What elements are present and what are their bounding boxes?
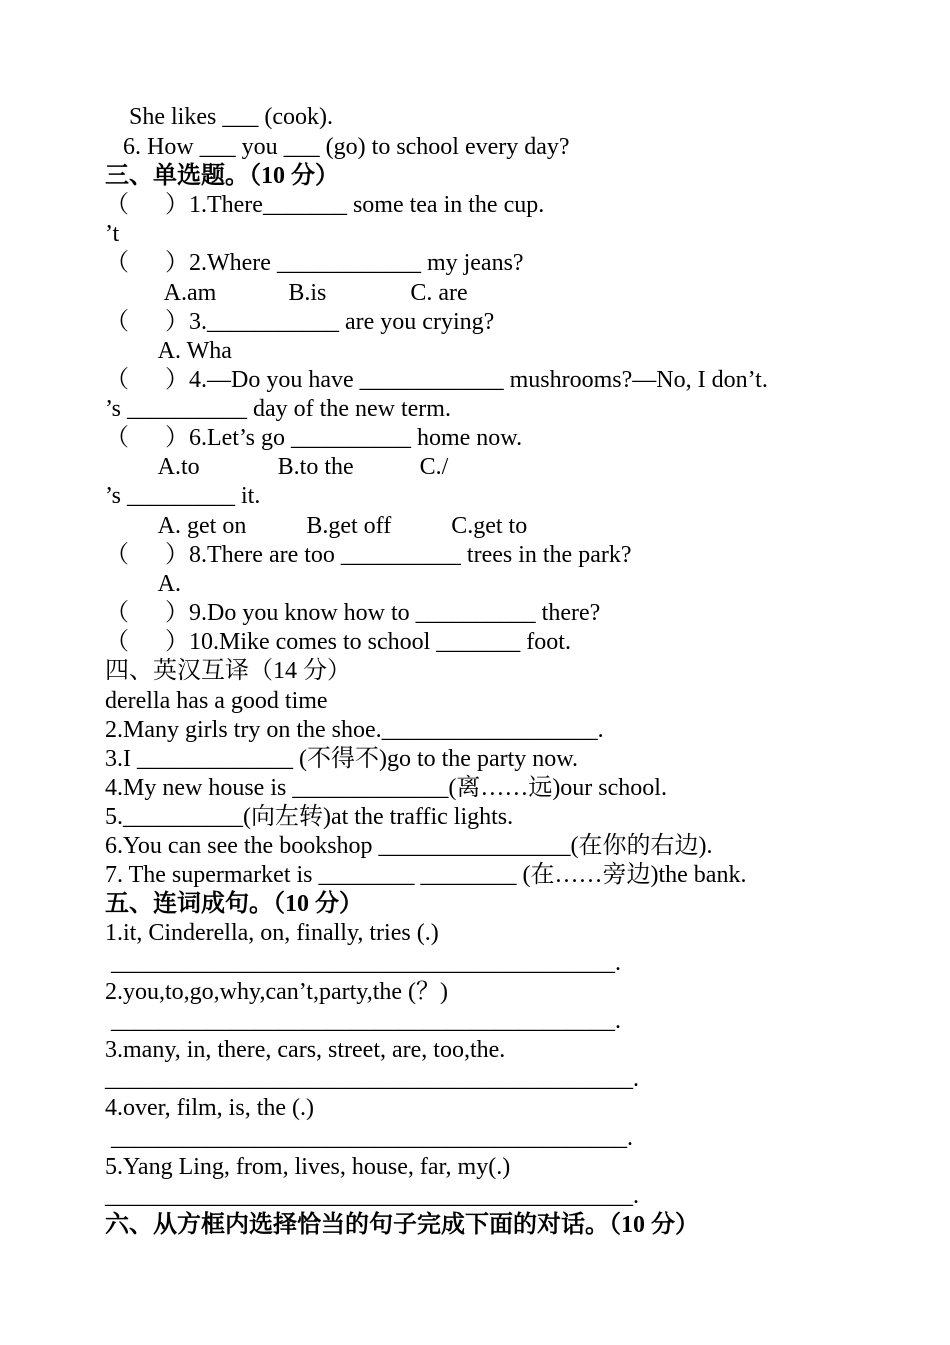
translate-item-4: 4.My new house is _____________(离……远)our school. <box>105 775 667 801</box>
section-3-heading: 三、单选题。（10 分） <box>105 163 339 189</box>
section-5-heading: 五、连词成句。（10 分） <box>105 891 363 917</box>
line-she-likes: She likes ___ (cook). <box>105 104 333 130</box>
mc-fragment-5: ’s __________ day of the new term. <box>105 396 451 422</box>
translate-item-7: 7. The supermarket is ________ ________ (在……旁边)the bank. <box>105 862 747 888</box>
mc-question-6: （ ）6.Let’s go __________ home now. <box>105 425 523 451</box>
section-6-heading: 六、从方框内选择恰当的句子完成下面的对话。（10 分） <box>105 1212 699 1238</box>
mc-question-2: （ ）2.Where ____________ my jeans? <box>105 250 524 276</box>
mc-question-10: （ ）10.Mike comes to school _______ foot. <box>105 629 571 655</box>
mc-options-6: A.to B.to the C./ <box>105 454 449 480</box>
translate-item-5: 5.__________(向左转)at the traffic lights. <box>105 804 514 830</box>
section-4-heading: 四、英汉互译（14 分） <box>105 658 351 684</box>
mc-question-3: （ ）3.___________ are you crying? <box>105 309 495 335</box>
mc-question-8: （ ）8.There are too __________ trees in the park? <box>105 542 632 568</box>
translate-item-6: 6.You can see the bookshop ________________(在你的右边). <box>105 833 713 859</box>
translate-item-2: 2.Many girls try on the shoe.__________________. <box>105 717 604 743</box>
answer-line-4: ___________________________________________. <box>105 1125 633 1151</box>
mc-options-7: A. get on B.get off C.get to <box>105 513 528 539</box>
mc-question-9: （ ）9.Do you know how to __________ there? <box>105 600 601 626</box>
mc-question-1: （ ）1.There_______ some tea in the cup. <box>105 192 545 218</box>
translate-item-3: 3.I _____________ (不得不)go to the party now. <box>105 746 579 772</box>
sentence-words-2: 2.you,to,go,why,can’t,party,the (？) <box>105 979 449 1005</box>
mc-options-3: A. Wha <box>105 338 232 364</box>
sentence-words-5: 5.Yang Ling, from, lives, house, far, my(.) <box>105 1154 511 1180</box>
mc-question-4: （ ）4.—Do you have ____________ mushrooms?—No, I don’t. <box>105 367 768 393</box>
answer-line-2: __________________________________________. <box>105 1008 621 1034</box>
sentence-words-1: 1.it, Cinderella, on, finally, tries (.) <box>105 920 439 946</box>
mc-options-8: A. <box>105 571 182 597</box>
sentence-words-3: 3.many, in, there, cars, street, are, too,the. <box>105 1037 506 1063</box>
mc-options-2: A.am B.is C. are <box>105 280 468 306</box>
answer-line-5: ____________________________________________. <box>105 1183 639 1209</box>
answer-line-1: __________________________________________. <box>105 950 621 976</box>
mc-fragment: ’t <box>105 221 120 247</box>
mc-fragment-7: ’s _________ it. <box>105 483 261 509</box>
answer-line-3: ____________________________________________. <box>105 1066 639 1092</box>
translate-item-1: derella has a good time <box>105 688 334 714</box>
line-question-6: 6. How ___ you ___ (go) to school every day? <box>105 134 570 160</box>
sentence-words-4: 4.over, film, is, the (.) <box>105 1095 314 1121</box>
